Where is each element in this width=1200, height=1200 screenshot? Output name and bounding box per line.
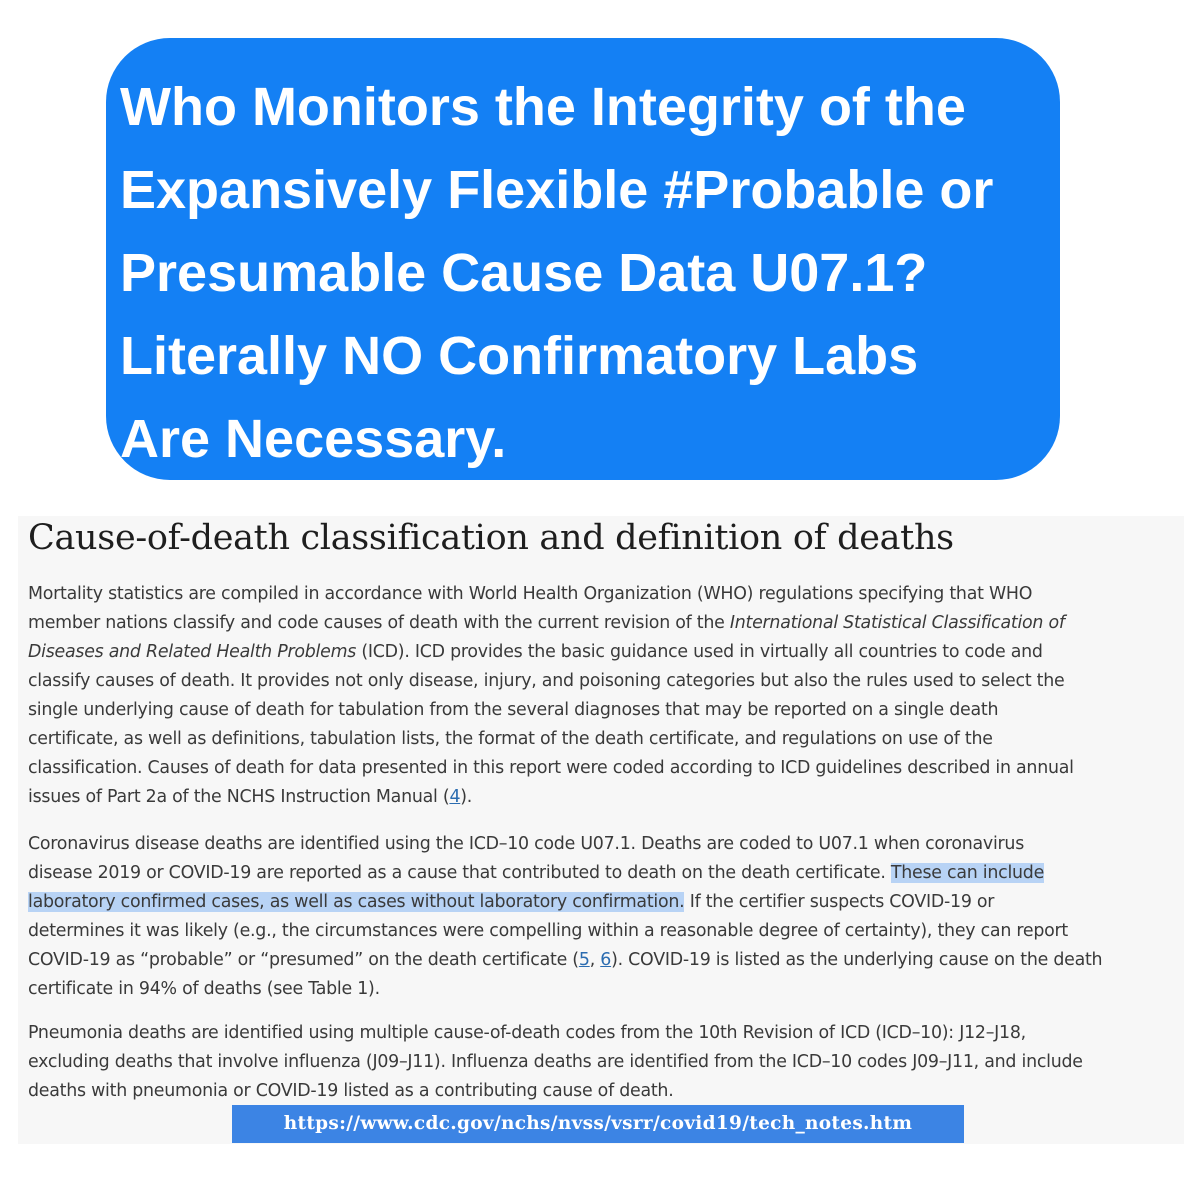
text-run: ). (460, 787, 473, 807)
highlighted-text: These can include (890, 863, 1045, 883)
reference-link-6[interactable]: 6 (600, 950, 612, 970)
text-line (28, 888, 1184, 917)
text-run: issues of Part 2a of the NCHS Instruction Manual ( (28, 787, 450, 807)
text-line (28, 609, 1184, 638)
headline-line: Who Monitors the Integrity of the (120, 77, 966, 137)
headline-banner (106, 38, 1060, 480)
text-line: deaths with pneumonia or COVID-19 listed as a contributing cause of death. (28, 1081, 674, 1101)
document-excerpt (18, 516, 1184, 1144)
text-run: (ICD). ICD provides the basic guidance used in virtually all countries to code and (356, 642, 1043, 662)
text-run: member nations classify and code causes of death with the current revision of the (28, 613, 730, 633)
paragraph-coronavirus-deaths (28, 830, 1184, 1004)
text-line: certificate in 94% of deaths (see Table 1). (28, 979, 380, 999)
text-run: If the certifier suspects COVID-19 or (684, 892, 995, 912)
text-line: Mortality statistics are compiled in accordance with World Health Organization (WHO) regulations specifying that WHO (28, 584, 1033, 604)
text-line: Pneumonia deaths are identified using multiple cause-of-death codes from the 10th Revision of ICD (ICD–10): J12–J18, (28, 1023, 1026, 1043)
headline-text (120, 66, 1040, 481)
text-line: excluding deaths that involve influenza (J09–J11). Influenza deaths are identified from the ICD–10 codes J09–J11, and include (28, 1052, 1083, 1072)
headline-line: Are Necessary. (120, 409, 507, 469)
text-line: certificate, as well as definitions, tabulation lists, the format of the death certificate, and regulations on use of the (28, 729, 993, 749)
text-line (28, 783, 1184, 812)
document-title: Cause-of-death classification and definition of deaths (28, 518, 954, 558)
highlighted-text: laboratory confirmed cases, as well as cases without laboratory confirmation. (28, 892, 685, 912)
text-line: classify causes of death. It provides not only disease, injury, and poisoning categories but also the rules used to select the (28, 671, 1065, 691)
headline-line: Literally NO Confirmatory Labs (120, 326, 919, 386)
text-line: determines it was likely (e.g., the circumstances were compelling within a reasonable degree of certainty), they can report (28, 921, 1068, 941)
source-url-banner (232, 1105, 964, 1143)
text-run: disease 2019 or COVID-19 are reported as a cause that contributed to death on the death certificate. (28, 863, 891, 883)
paragraph-pneumonia-deaths (28, 1019, 1184, 1106)
text-line (28, 946, 1184, 975)
source-url: https://www.cdc.gov/nchs/nvss/vsrr/covid19/tech_notes.htm (283, 1113, 913, 1134)
icd-title-italic: International Statistical Classification of (729, 613, 1065, 633)
text-line: single underlying cause of death for tabulation from the several diagnoses that may be reported on a single death (28, 700, 999, 720)
text-line (28, 859, 1184, 888)
text-run: COVID-19 as “probable” or “presumed” on the death certificate ( (28, 950, 579, 970)
reference-link-5[interactable]: 5 (578, 950, 590, 970)
paragraph-mortality-statistics (28, 580, 1184, 812)
text-line (28, 638, 1184, 667)
text-line: Coronavirus disease deaths are identified using the ICD–10 code U07.1. Deaths are coded to U07.1 when coronavirus (28, 834, 1025, 854)
text-run: , (589, 950, 601, 970)
icd-title-italic: Diseases and Related Health Problems (28, 642, 357, 662)
text-run: ). COVID-19 is listed as the underlying cause on the death (611, 950, 1103, 970)
reference-link-4[interactable]: 4 (449, 787, 461, 807)
headline-line: Presumable Cause Data U07.1? (120, 243, 928, 303)
text-line: classification. Causes of death for data presented in this report were coded according to ICD guidelines described in annual (28, 758, 1074, 778)
headline-line: Expansively Flexible #Probable or (120, 160, 994, 220)
